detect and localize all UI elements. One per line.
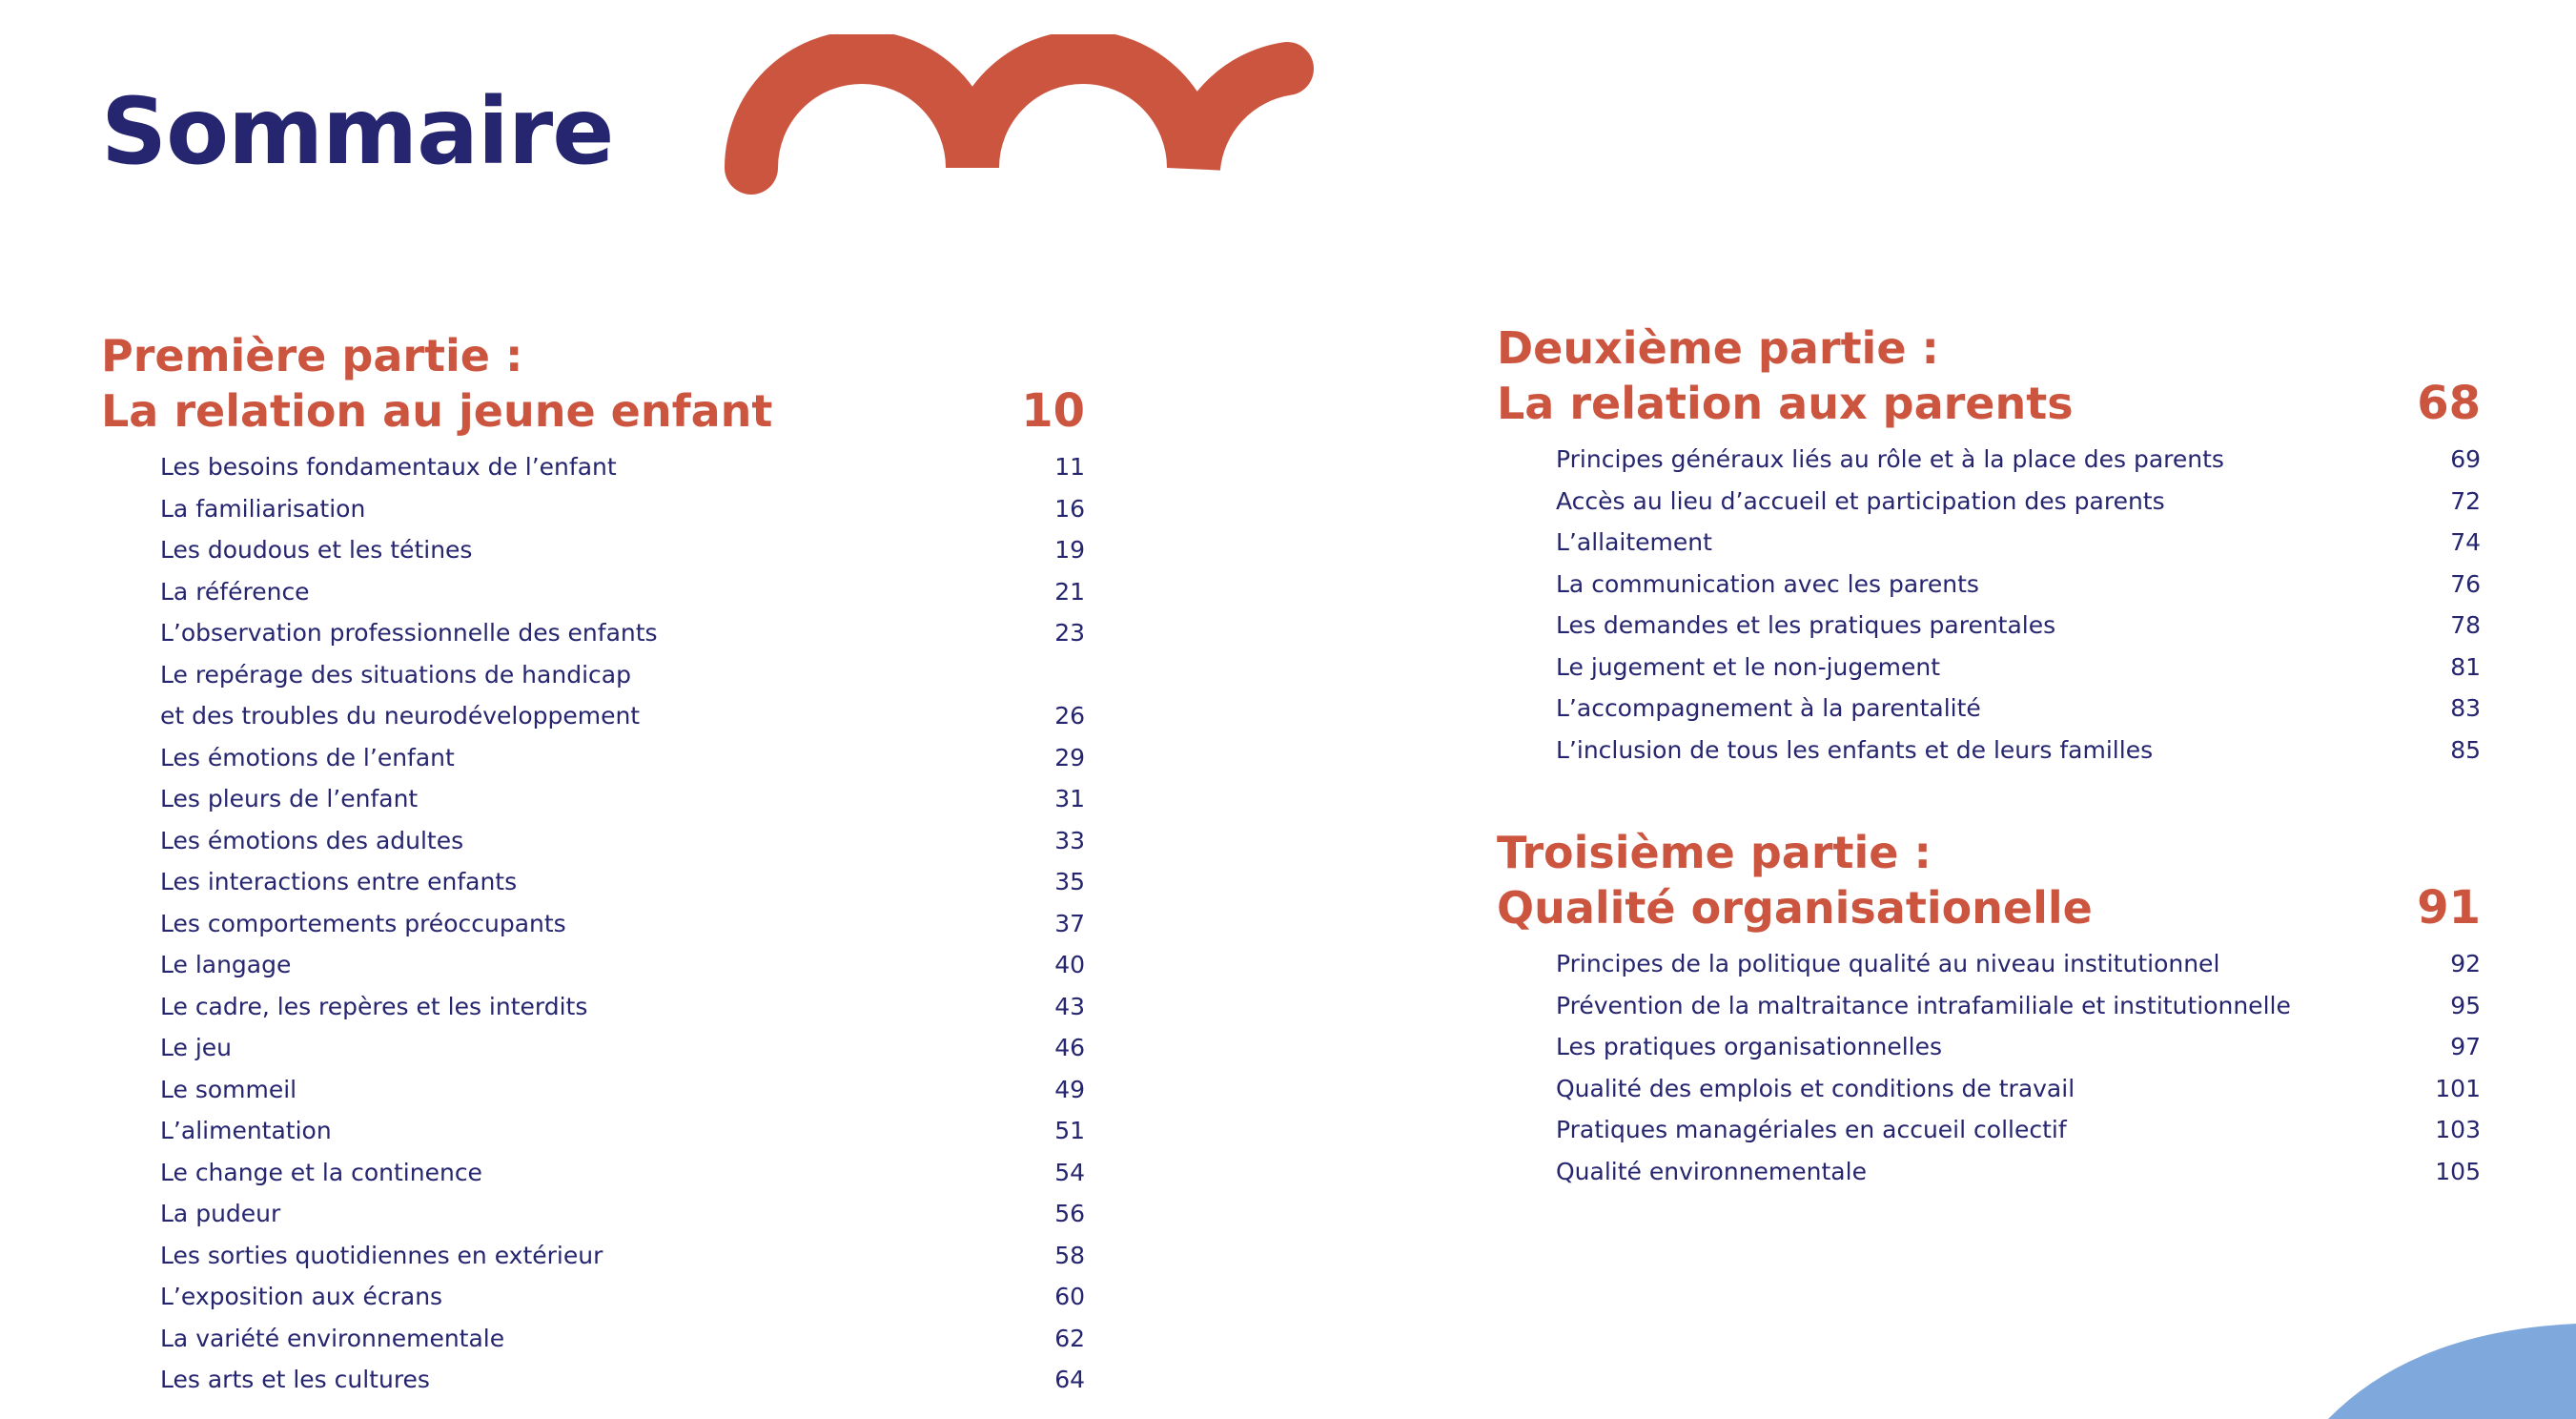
section-title: Qualité organisationelle xyxy=(1497,882,2093,934)
toc-entry-title: L’inclusion de tous les enfants et de leurs familles xyxy=(1556,735,2154,764)
toc-entry-page-number: 78 xyxy=(2450,611,2481,639)
toc-entry-page-number: 31 xyxy=(1054,785,1085,812)
toc-entry[interactable] xyxy=(101,1318,1085,1360)
toc-entry-page-number: 56 xyxy=(1054,1200,1085,1227)
toc-entry-title: Principes généraux liés au rôle et à la place des parents xyxy=(1556,445,2224,473)
toc-entry[interactable] xyxy=(101,488,1085,530)
toc-entry-page-number: 49 xyxy=(1054,1075,1085,1103)
toc-entry-title: Qualité environnementale xyxy=(1556,1157,1867,1185)
toc-entry-title: La familiarisation xyxy=(160,494,366,523)
toc-entry[interactable] xyxy=(101,820,1085,862)
toc-entry-title: Les doudous et les tétines xyxy=(160,536,473,564)
toc-entry[interactable] xyxy=(101,778,1085,820)
section-part-2 xyxy=(1497,320,2481,771)
toc-entry-page-number: 103 xyxy=(2435,1116,2481,1143)
toc-entry-title: La communication avec les parents xyxy=(1556,569,1979,598)
section-page-number: 68 xyxy=(2417,377,2481,430)
toc-entry-page-number: 33 xyxy=(1054,826,1085,854)
section-heading xyxy=(101,328,1085,439)
toc-entry[interactable] xyxy=(1497,1068,2481,1110)
arc-decoration-path xyxy=(751,57,1287,168)
toc-entry[interactable] xyxy=(1497,1151,2481,1193)
toc-entry-title: La référence xyxy=(160,577,310,606)
toc-entry-title: Le cadre, les repères et les interdits xyxy=(160,992,588,1020)
section-heading xyxy=(1497,320,2481,431)
toc-entry[interactable] xyxy=(1497,943,2481,985)
toc-entry-title: Les pratiques organisationnelles xyxy=(1556,1033,1942,1060)
toc-entry[interactable] xyxy=(1497,605,2481,647)
toc-entry[interactable] xyxy=(1497,730,2481,771)
toc-entry-page-number: 26 xyxy=(1054,702,1085,730)
section-page-number: 91 xyxy=(2417,881,2481,935)
toc-entry-page-number: 46 xyxy=(1054,1034,1085,1061)
toc-entry-title: Le jeu xyxy=(160,1034,232,1061)
toc-entry-page-number: 54 xyxy=(1054,1158,1085,1186)
toc-entry-page-number: 43 xyxy=(1054,992,1085,1020)
toc-entry-page-number: 23 xyxy=(1054,619,1085,647)
toc-entry-title: Qualité des emplois et conditions de travail xyxy=(1556,1074,2075,1102)
toc-entry[interactable] xyxy=(1497,522,2481,564)
toc-entry[interactable] xyxy=(101,1359,1085,1401)
toc-entry[interactable] xyxy=(101,1152,1085,1194)
toc-entry[interactable] xyxy=(101,944,1085,986)
toc-entry-title: La variété environnementale xyxy=(160,1324,505,1352)
toc-entry-page-number: 62 xyxy=(1054,1324,1085,1352)
toc-entry-title: La pudeur xyxy=(160,1200,281,1227)
toc-entry[interactable] xyxy=(101,986,1085,1028)
toc-entry-list xyxy=(1497,439,2481,771)
toc-entry[interactable] xyxy=(101,571,1085,613)
toc-entry[interactable] xyxy=(101,446,1085,488)
section-title: La relation au jeune enfant xyxy=(101,385,773,437)
toc-entry[interactable] xyxy=(101,903,1085,945)
section-kicker: Deuxième partie : xyxy=(1497,322,1939,374)
toc-entry[interactable] xyxy=(101,1193,1085,1235)
toc-entry-title: Principes de la politique qualité au niveau institutionnel xyxy=(1556,950,2220,977)
toc-entry-title: Le repérage des situations de handicap et des troubles du neurodéveloppement xyxy=(160,660,641,730)
toc-entry-page-number: 97 xyxy=(2450,1033,2481,1060)
toc-entry-title: Les interactions entre enfants xyxy=(160,868,518,895)
toc-entry[interactable] xyxy=(101,1235,1085,1277)
toc-entry[interactable] xyxy=(101,861,1085,903)
toc-entry-title: Prévention de la maltraitance intrafamiliale et institutionnelle xyxy=(1556,991,2291,1019)
toc-entry-title: Les sorties quotidiennes en extérieur xyxy=(160,1241,603,1269)
toc-entry-title: Les émotions des adultes xyxy=(160,826,464,854)
toc-entry-page-number: 83 xyxy=(2450,694,2481,722)
section-part-3 xyxy=(1497,825,2481,1192)
toc-entry[interactable] xyxy=(101,612,1085,654)
toc-entry-title: Les comportements préoccupants xyxy=(160,909,566,937)
toc-entry-page-number: 101 xyxy=(2435,1074,2481,1102)
corner-blob-path xyxy=(2328,1324,2576,1419)
toc-entry-title: Le change et la continence xyxy=(160,1158,482,1186)
toc-entry-page-number: 37 xyxy=(1054,909,1085,937)
toc-entry[interactable] xyxy=(101,737,1085,779)
toc-entry-title: Le jugement et le non-jugement xyxy=(1556,652,1941,681)
toc-entry-page-number: 69 xyxy=(2450,445,2481,473)
section-page-number: 10 xyxy=(1021,384,1085,438)
toc-entry[interactable] xyxy=(101,654,1085,737)
toc-entry[interactable] xyxy=(1497,1109,2481,1151)
toc-entry-page-number: 105 xyxy=(2435,1157,2481,1185)
toc-entry-page-number: 95 xyxy=(2450,991,2481,1019)
toc-entry-page-number: 35 xyxy=(1054,868,1085,895)
toc-entry[interactable] xyxy=(101,1276,1085,1318)
toc-entry-title: Le langage xyxy=(160,951,292,978)
toc-entry-page-number: 60 xyxy=(1054,1283,1085,1310)
page-title: Sommaire xyxy=(101,78,614,185)
toc-entry[interactable] xyxy=(1497,564,2481,606)
section-part-1 xyxy=(101,328,1085,1401)
section-title: La relation aux parents xyxy=(1497,378,2074,429)
toc-entry-page-number: 58 xyxy=(1054,1241,1085,1269)
toc-entry-list xyxy=(1497,943,2481,1192)
corner-blob-decoration xyxy=(2328,1324,2576,1419)
toc-entry-title: Le sommeil xyxy=(160,1075,297,1103)
toc-entry-title: Les demandes et les pratiques parentales xyxy=(1556,611,2056,639)
toc-entry-title: L’exposition aux écrans xyxy=(160,1283,443,1310)
arc-decoration xyxy=(725,34,1316,206)
toc-entry[interactable] xyxy=(1497,481,2481,523)
toc-entry-title: Les pleurs de l’enfant xyxy=(160,785,419,812)
toc-entry[interactable] xyxy=(1497,985,2481,1027)
toc-entry-page-number: 76 xyxy=(2450,569,2481,598)
toc-entry-page-number: 74 xyxy=(2450,528,2481,556)
toc-entry[interactable] xyxy=(1497,1026,2481,1068)
toc-entry[interactable] xyxy=(1497,647,2481,689)
toc-entry-page-number: 40 xyxy=(1054,951,1085,978)
toc-entry[interactable] xyxy=(101,1110,1085,1152)
toc-entry-page-number: 85 xyxy=(2450,735,2481,764)
toc-entry-page-number: 21 xyxy=(1054,577,1085,606)
toc-entry-title: Accès au lieu d’accueil et participation des parents xyxy=(1556,486,2165,515)
toc-entry-page-number: 51 xyxy=(1054,1117,1085,1144)
toc-entry[interactable] xyxy=(1497,688,2481,730)
toc-entry-title: L’allaitement xyxy=(1556,528,1712,556)
toc-entry-page-number: 92 xyxy=(2450,950,2481,977)
toc-entry-page-number: 11 xyxy=(1054,453,1085,481)
toc-entry[interactable] xyxy=(101,529,1085,571)
toc-entry-page-number: 19 xyxy=(1054,536,1085,564)
toc-entry[interactable] xyxy=(101,1027,1085,1069)
toc-entry-list xyxy=(101,446,1085,1401)
toc-entry[interactable] xyxy=(101,1069,1085,1111)
toc-entry-page-number: 72 xyxy=(2450,486,2481,515)
toc-entry-title: L’alimentation xyxy=(160,1117,332,1144)
toc-entry-page-number: 29 xyxy=(1054,743,1085,771)
toc-entry-page-number: 16 xyxy=(1054,494,1085,523)
section-kicker: Première partie : xyxy=(101,330,523,381)
toc-entry-title: Pratiques managériales en accueil collectif xyxy=(1556,1116,2067,1143)
toc-entry-title: Les émotions de l’enfant xyxy=(160,743,455,771)
toc-entry-title: Les arts et les cultures xyxy=(160,1366,430,1393)
section-heading xyxy=(1497,825,2481,936)
toc-entry-title: L’observation professionnelle des enfants xyxy=(160,619,658,647)
section-kicker: Troisième partie : xyxy=(1497,827,1932,878)
toc-entry-title: Les besoins fondamentaux de l’enfant xyxy=(160,453,617,481)
toc-entry-title: L’accompagnement à la parentalité xyxy=(1556,694,1981,722)
toc-entry-page-number: 64 xyxy=(1054,1366,1085,1393)
toc-entry[interactable] xyxy=(1497,439,2481,481)
toc-entry-page-number: 81 xyxy=(2450,652,2481,681)
